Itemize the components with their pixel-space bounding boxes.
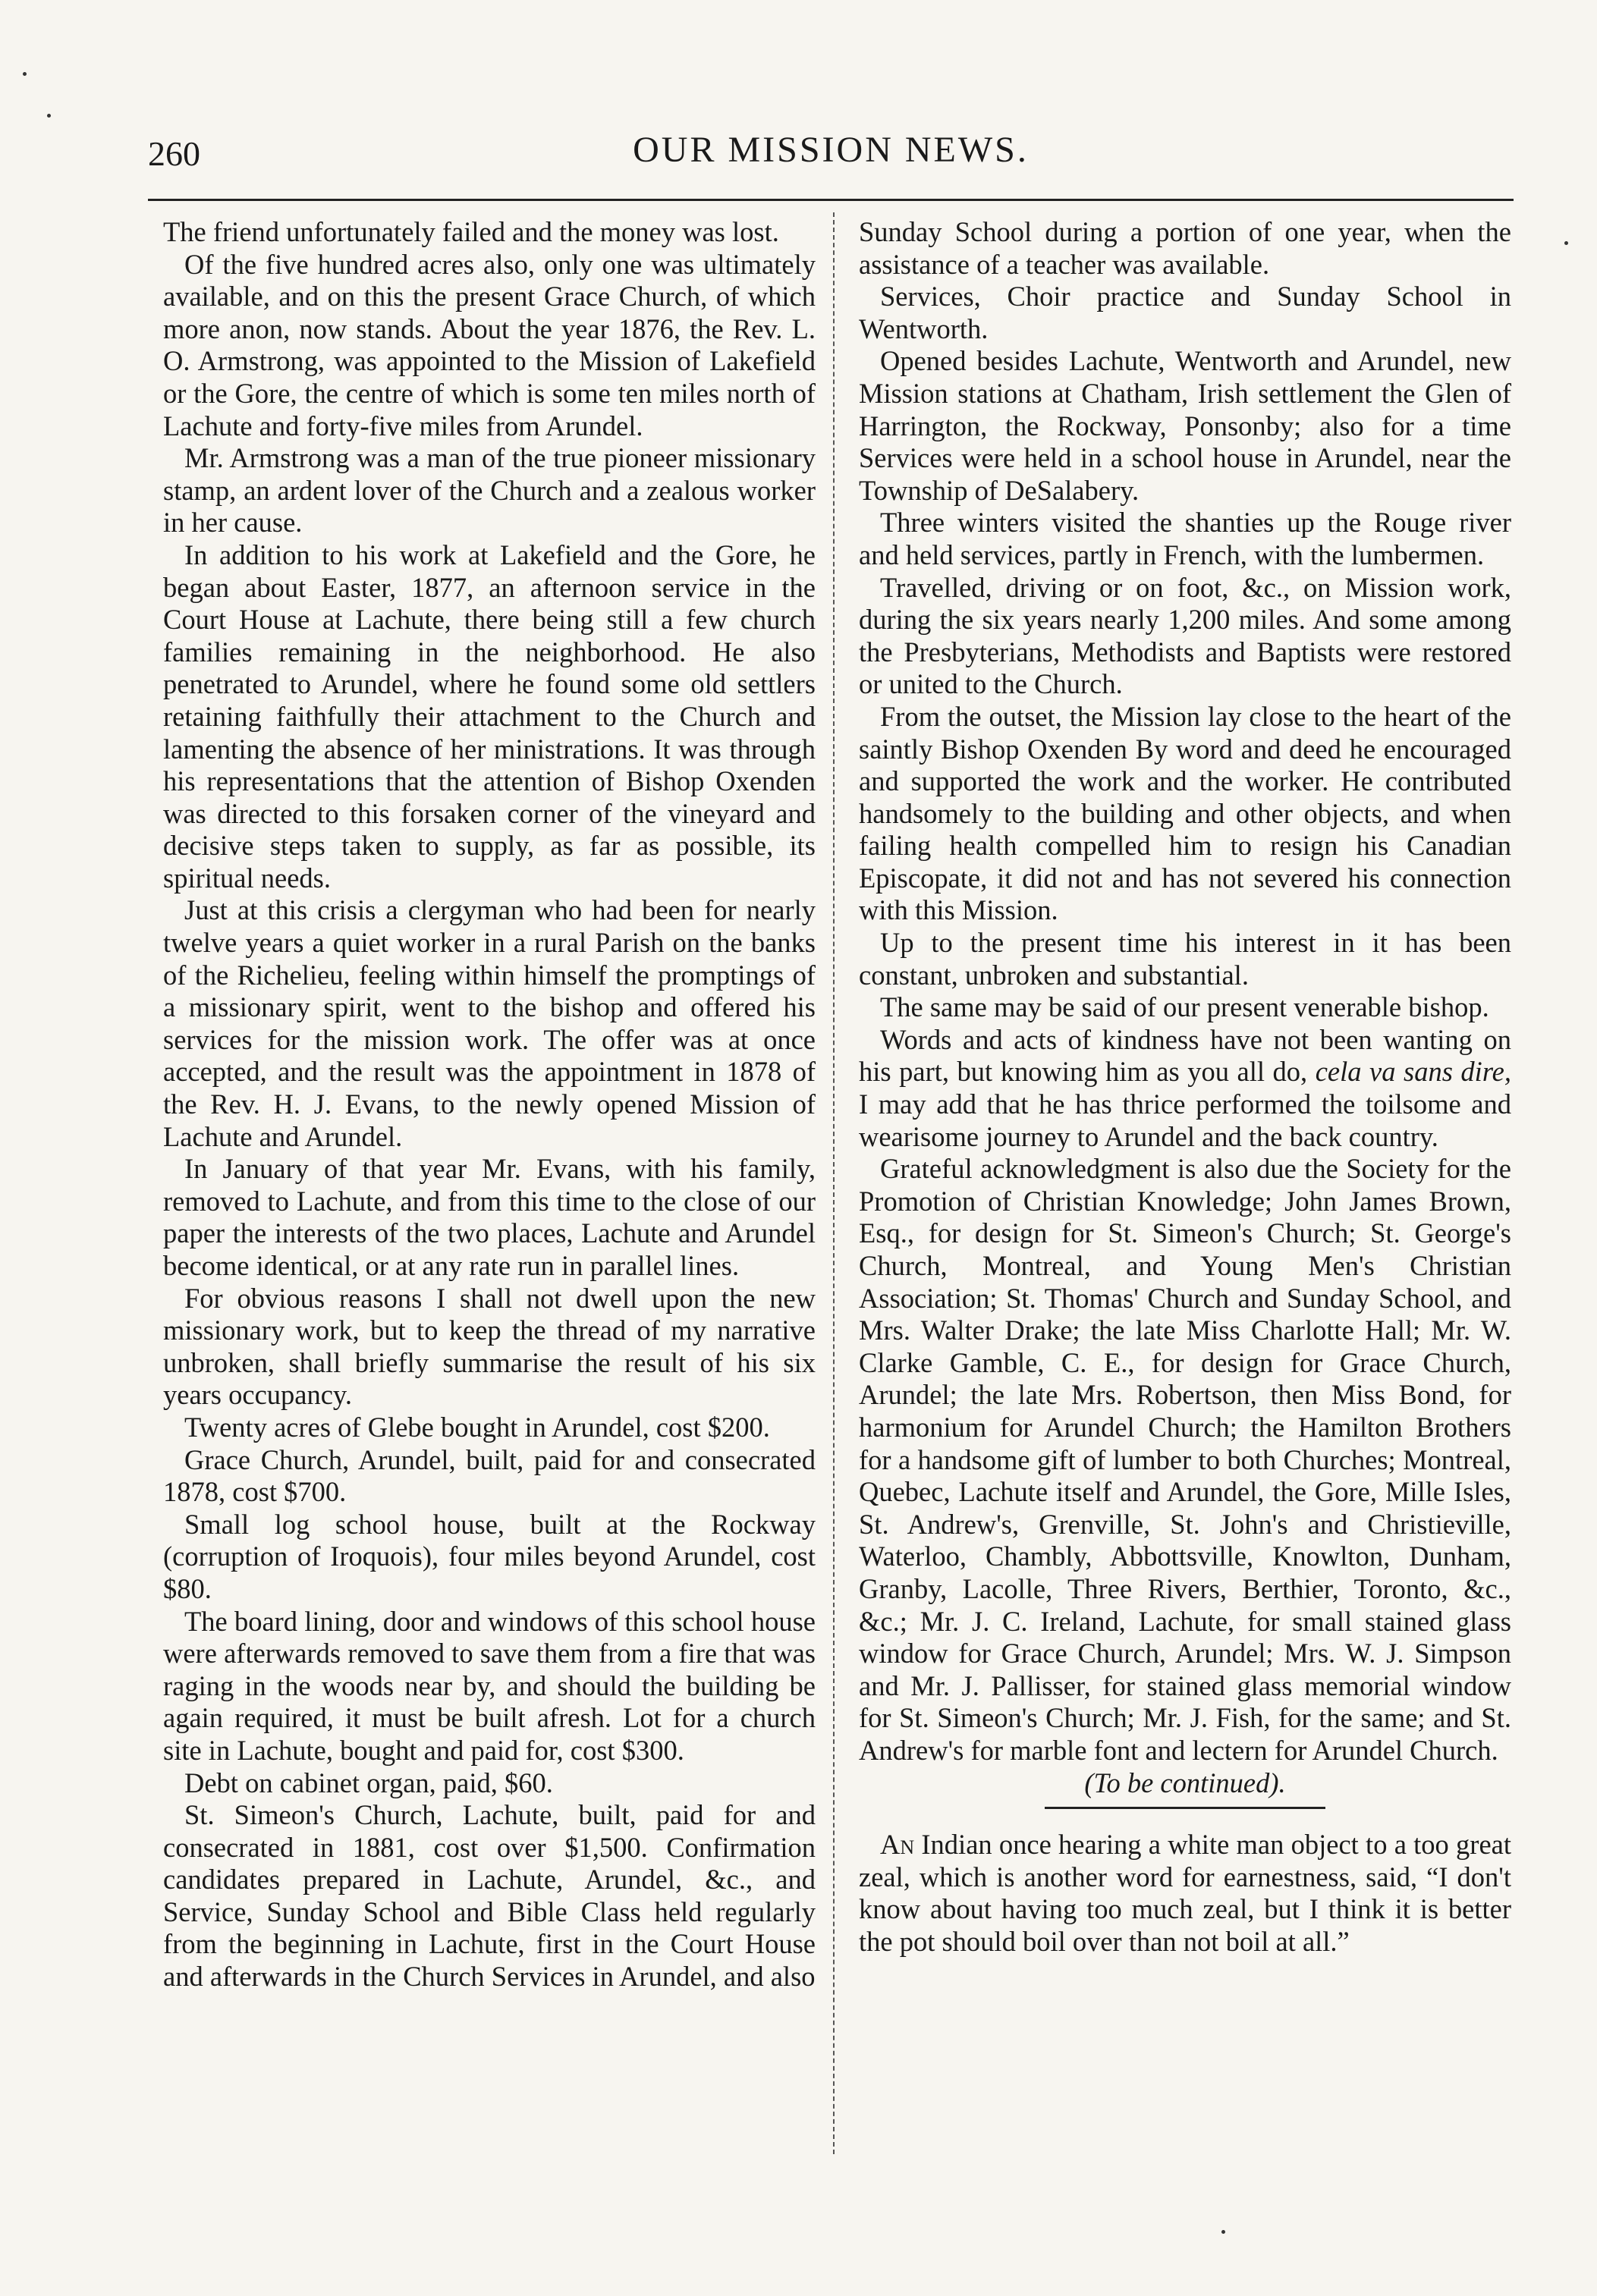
- print-speck: [1564, 241, 1568, 245]
- paragraph: For obvious reasons I shall not dwell upon the new missionary work, but to keep the thread of my narrative unbroken, shall briefly summarise the result of his six years occupancy.: [163, 1282, 816, 1411]
- page-number: 260: [148, 134, 200, 173]
- paragraph: [859, 1024, 1511, 1153]
- paragraph: Services, Choir practice and Sunday School in Wentworth.: [859, 281, 1511, 344]
- paragraph: The friend unfortunately failed and the money was lost.: [163, 216, 779, 247]
- print-speck: [47, 114, 51, 118]
- paragraph: Travelled, driving or on foot, &c., on Mission work, during the six years nearly 1,200 miles. And some among the Presbyterians, Methodists and Baptists were restored or united to the Church.: [859, 571, 1511, 700]
- text-run: I may add that he has thrice performed the toilsome and wearisome journey to Arundel and the back country.: [859, 1088, 1511, 1152]
- running-title: OUR MISSION NEWS.: [633, 130, 1029, 170]
- text-run: Indian once hearing a white man object to a too great zeal, which is another word for earnestness, said, “I don't know about having too much zeal, but I think it is better the pot should boil over than not boil at all.”: [859, 1829, 1511, 1957]
- print-speck: [23, 72, 27, 76]
- paragraph: Of the five hundred acres also, only one was ultimately available, and on this the present Grace Church, of which more anon, now stands. About the year 1876, the Rev. L. O. Armstrong, was appointed to the Mission of Lakefield or the Gore, the centre of which is some ten miles north of Lachute and forty-five miles from Arundel.: [163, 248, 816, 441]
- paragraph: In addition to his work at Lakefield and the Gore, he began about Easter, 1877, an afternoon service in the Court House at Lachute, there being still a few church families remaining in the neighborhood. He also penetrated to Arundel, where he found some old settlers retaining faithfully their attachment to the Church and lamenting the absence of her ministrations. It was through his representations that the attention of Bishop Oxenden was directed to this forsaken corner of the vineyard and decisive steps taken to supply, as far as possible, its spiritual needs.: [163, 539, 816, 894]
- paragraph: Grateful acknowledgment is also due the Society for the Promotion of Christian Knowledge; John James Brown, Esq., for design for St. Simeon's Church; St. George's Church, Montreal, and Young Men's Christian Association; St. Thomas' Church and Sunday School, and Mrs. Walter Drake; the late Miss Charlotte Hall; Mr. W. Clarke Gamble, C. E., for design for Grace Church, Arundel; the late Mrs. Robertson, then Miss Bond, for harmonium for Arundel Church; the Hamilton Brothers for a handsome gift of lumber to both Churches; Montreal, Quebec, Lachute itself and Arundel, the Gore, Mille Isles, St. Andrew's, Grenville, St. John's and Christieville, Waterloo, Chambly, Abbottsville, Knowlton, Dunham, Granby, Lacolle, Three Rivers, Berthier, Toronto, &c., &c.; Mr. J. C. Ireland, Lachute, for small stained glass window for Grace Church, Arundel; Mrs. W. J. Simpson and Mr. J. Pallisser, for stained glass memorial window for St. Simeon's Church; Mr. J. Fish, for the same; and St. Andrew's for marble font and lectern for Arundel Church.: [859, 1153, 1511, 1766]
- column-divider: [833, 212, 835, 2154]
- paragraph: Sunday School during a portion of one year, when the assistance of a teacher was available.: [859, 216, 1511, 280]
- paragraph: Small log school house, built at the Rockway (corruption of Iroquois), four miles beyond Arundel, cost $80.: [163, 1508, 816, 1604]
- paragraph: Mr. Armstrong was a man of the true pioneer missionary stamp, an ardent lover of the Church and a zealous worker in her cause.: [163, 442, 816, 539]
- header-rule: [148, 199, 1514, 201]
- paragraph: Three winters visited the shanties up the Rouge river and held services, partly in French, with the lumbermen.: [859, 507, 1511, 570]
- left-column: [163, 216, 816, 1993]
- right-column: [859, 216, 1511, 1958]
- page-header: [148, 129, 1514, 190]
- print-speck: [1221, 2230, 1225, 2234]
- paragraph: Up to the present time his interest in it has been constant, unbroken and substantial.: [859, 927, 1511, 991]
- paragraph: Twenty acres of Glebe bought in Arundel, cost $200.: [184, 1411, 770, 1443]
- paragraph: From the outset, the Mission lay close to the heart of the saintly Bishop Oxenden By word and deed he encouraged and supported the work and the worker. He contributed handsomely to the building and other objects, and when failing health compelled him to resign his Canadian Episcopate, it did not and has not severed his connection with this Mission.: [859, 700, 1511, 926]
- section-rule: [1045, 1807, 1325, 1809]
- text-run: Words and acts of kindness have not been wanting on his part, but knowing him as you all do,: [859, 1023, 1511, 1088]
- paragraph: St. Simeon's Church, Lachute, built, paid for and consecrated in 1881, cost over $1,500. Confirmation candidates prepared in Lachute, Arundel, &c., and Service, Sunday School and Bible Class held regularly from the beginning in Lachute, first in the Court House and afterwards in the Church Services in Arundel, and also: [163, 1799, 816, 1993]
- lead-word: An: [880, 1829, 915, 1861]
- paragraph: Debt on cabinet organ, paid, $60.: [184, 1767, 553, 1798]
- paragraph: The board lining, door and windows of this school house were afterwards removed to save them from a fire that was raging in the woods near by, and should the building be again required, it must be built afresh. Lot for a church site in Lachute, bought and paid for, cost $300.: [163, 1605, 816, 1766]
- paragraph: In January of that year Mr. Evans, with his family, removed to Lachute, and from this time to the close of our paper the interests of the two places, Lachute and Arundel become identical, or at any rate run in parallel lines.: [163, 1153, 816, 1281]
- paragraph: Just at this crisis a clergyman who had been for nearly twelve years a quiet worker in a rural Parish on the banks of the Richelieu, feeling within himself the promptings of a missionary spirit, went to the bishop and offered his services for the mission work. The offer was at once accepted, and the result was the appointment in 1878 of the Rev. H. J. Evans, to the newly opened Mission of Lachute and Arundel.: [163, 894, 816, 1152]
- anecdote-paragraph: [859, 1829, 1511, 1958]
- paragraph: Grace Church, Arundel, built, paid for and consecrated 1878, cost $700.: [163, 1443, 816, 1508]
- paragraph: The same may be said of our present venerable bishop.: [880, 991, 1489, 1023]
- italic-phrase: cela va sans dire,: [1315, 1056, 1511, 1088]
- paragraph: Opened besides Lachute, Wentworth and Arundel, new Mission stations at Chatham, Irish settlement the Glen of Harrington, the Rockway, Ponsonby; also for a time Services were held in a school house in Arundel, near the Township of DeSalabery.: [859, 345, 1511, 506]
- to-be-continued-note: (To be continued).: [1084, 1767, 1286, 1798]
